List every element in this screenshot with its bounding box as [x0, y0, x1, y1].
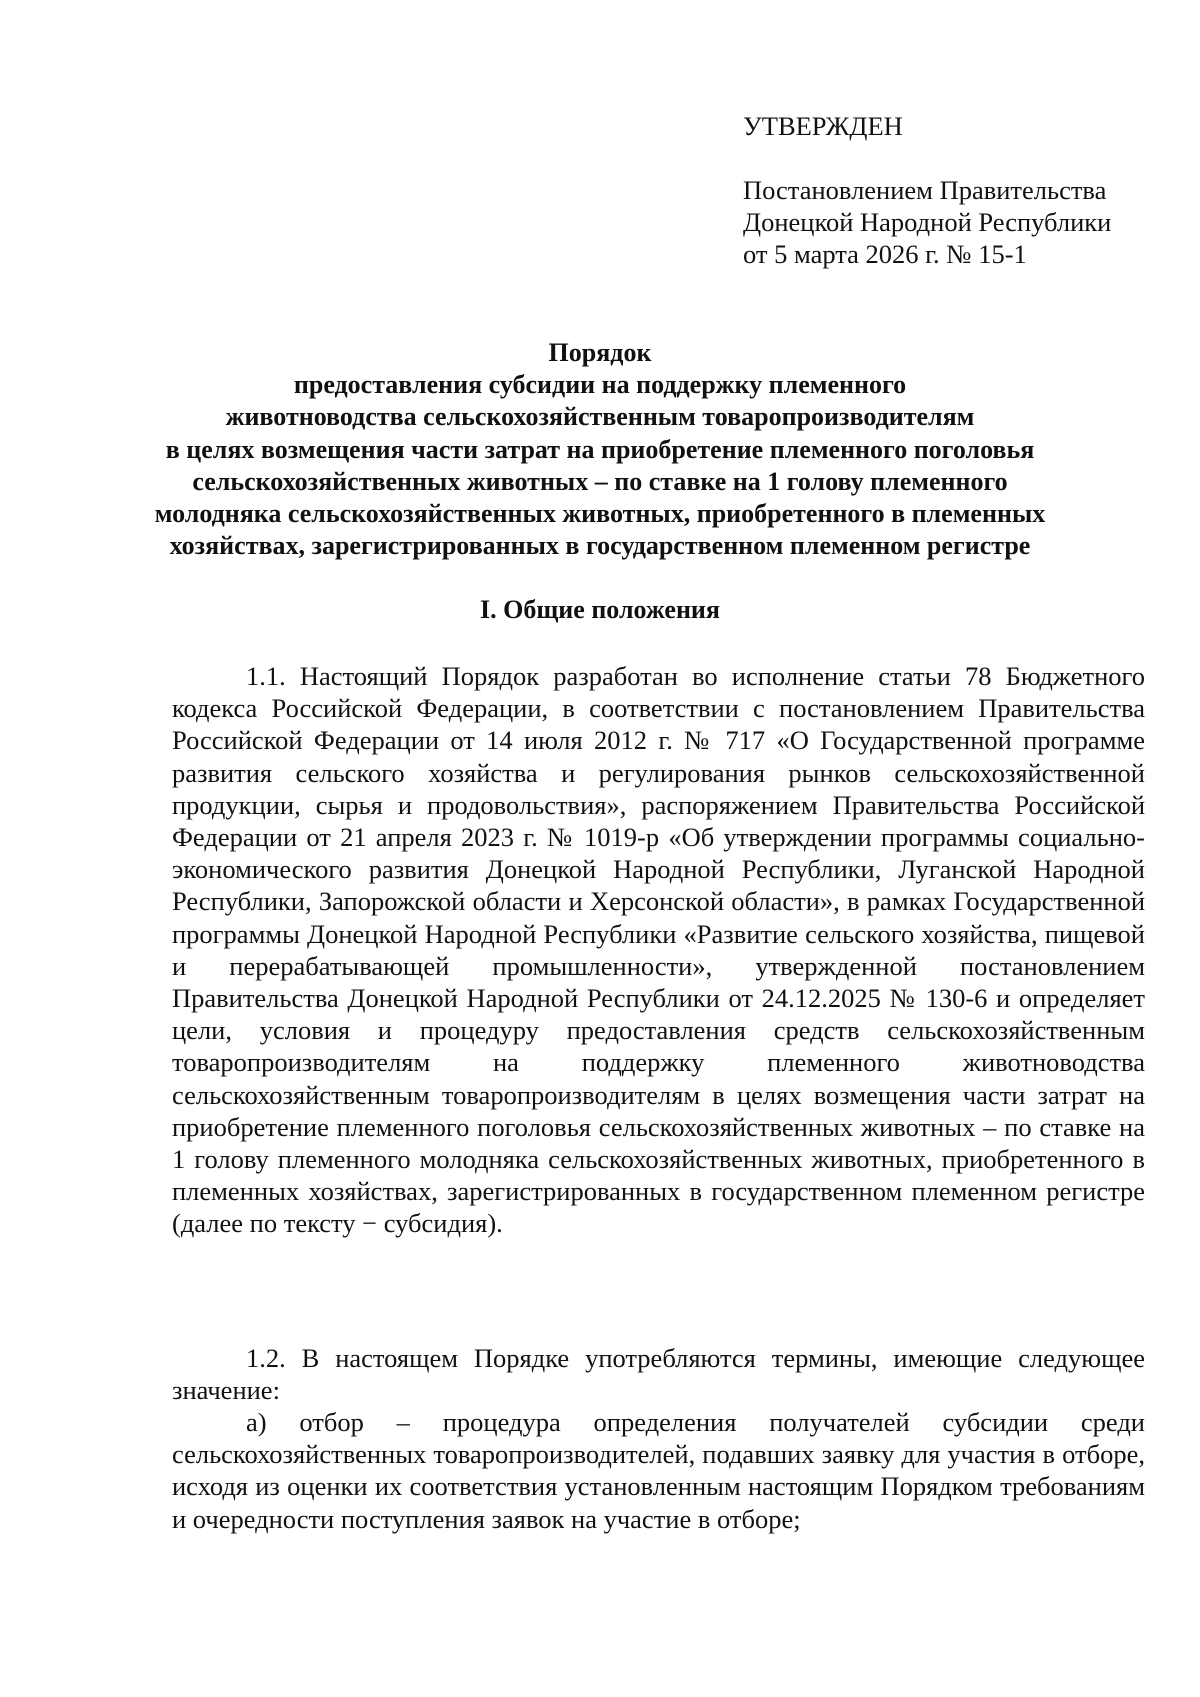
- paragraph-1-1: [172, 660, 1145, 1240]
- approval-title: УТВЕРЖДЕН: [743, 111, 903, 141]
- paragraph-1-2: [172, 1342, 1145, 1406]
- title-line: Порядок: [548, 338, 652, 367]
- title-line: животноводства сельскохозяйственным товаропроизводителям: [225, 402, 975, 432]
- paragraph-text: 1.2. В настоящем Порядке употребляются термины, имеющие следующее значение:: [172, 1343, 1145, 1406]
- paragraph-text: а) отбор – процедура определения получателей субсидии среди сельскохозяйственных товаропроизводителей, подавших заявку для участия в отборе, исходя из оценки их соответствия установленным настоящим Порядком требованиям и очередности поступления заявок на участие в отборе;: [172, 1407, 1145, 1534]
- paragraph-text: 1.1. Настоящий Порядок разработан во исполнение статьи 78 Бюджетного кодекса Российской Федерации, в соответствии с постановлением Правительства Российской Федерации от 14 июля 2012 г. № 717 «О Государственной программе развития сельского хозяйства и регулирования рынков сельскохозяйственной продукции, сырья и продовольствия», распоряжением Правительства Российской Федерации от 21 апреля 2023 г. № 1019-р «Об утверждении программы социально-экономического развития Донецкой Народной Республики, Луганской Народной Республики, Запорожской области и Херсонской области», в рамках Государственной программы Донецкой Народной Республики «Развитие сельского хозяйства, пищевой и перерабатывающей промышленности», утвержденной постановлением Правительства Донецкой Народной Республики от 24.12.2025 № 130-6 и определяет цели, условия и процедуру предоставления средств сельскохозяйственным товаропроизводителям на поддержку племенного животноводства сельскохозяйственным товаропроизводителям в целях возмещения части затрат на приобретение племенного поголовья сельскохозяйственных животных – по ставке на 1 голову племенного молодняка сельскохозяйственных животных, приобретенного в племенных хозяйствах, зарегистрированных в государственном племенном регистре (далее по тексту − субсидия).: [172, 661, 1145, 1239]
- document-title: [140, 337, 1060, 562]
- title-line: сельскохозяйственных животных – по ставке на 1 голову племенного: [192, 466, 1008, 496]
- paragraph-a: [172, 1406, 1145, 1535]
- approval-line: Постановлением Правительства: [743, 175, 1107, 205]
- title-line: хозяйствах, зарегистрированных в государственном племенном регистре: [169, 531, 1031, 561]
- approval-stamp: [743, 110, 1163, 270]
- section-heading: I. Общие положения: [480, 595, 720, 624]
- title-line: в целях возмещения части затрат на приобретение племенного поголовья: [165, 434, 1035, 464]
- approval-line: от 5 марта 2026 г. № 15-1: [743, 239, 1027, 269]
- approval-line: Донецкой Народной Республики: [743, 207, 1112, 237]
- title-line: молодняка сельскохозяйственных животных, приобретенного в племенных: [154, 499, 1046, 529]
- title-line: предоставления субсидии на поддержку племенного: [293, 370, 907, 400]
